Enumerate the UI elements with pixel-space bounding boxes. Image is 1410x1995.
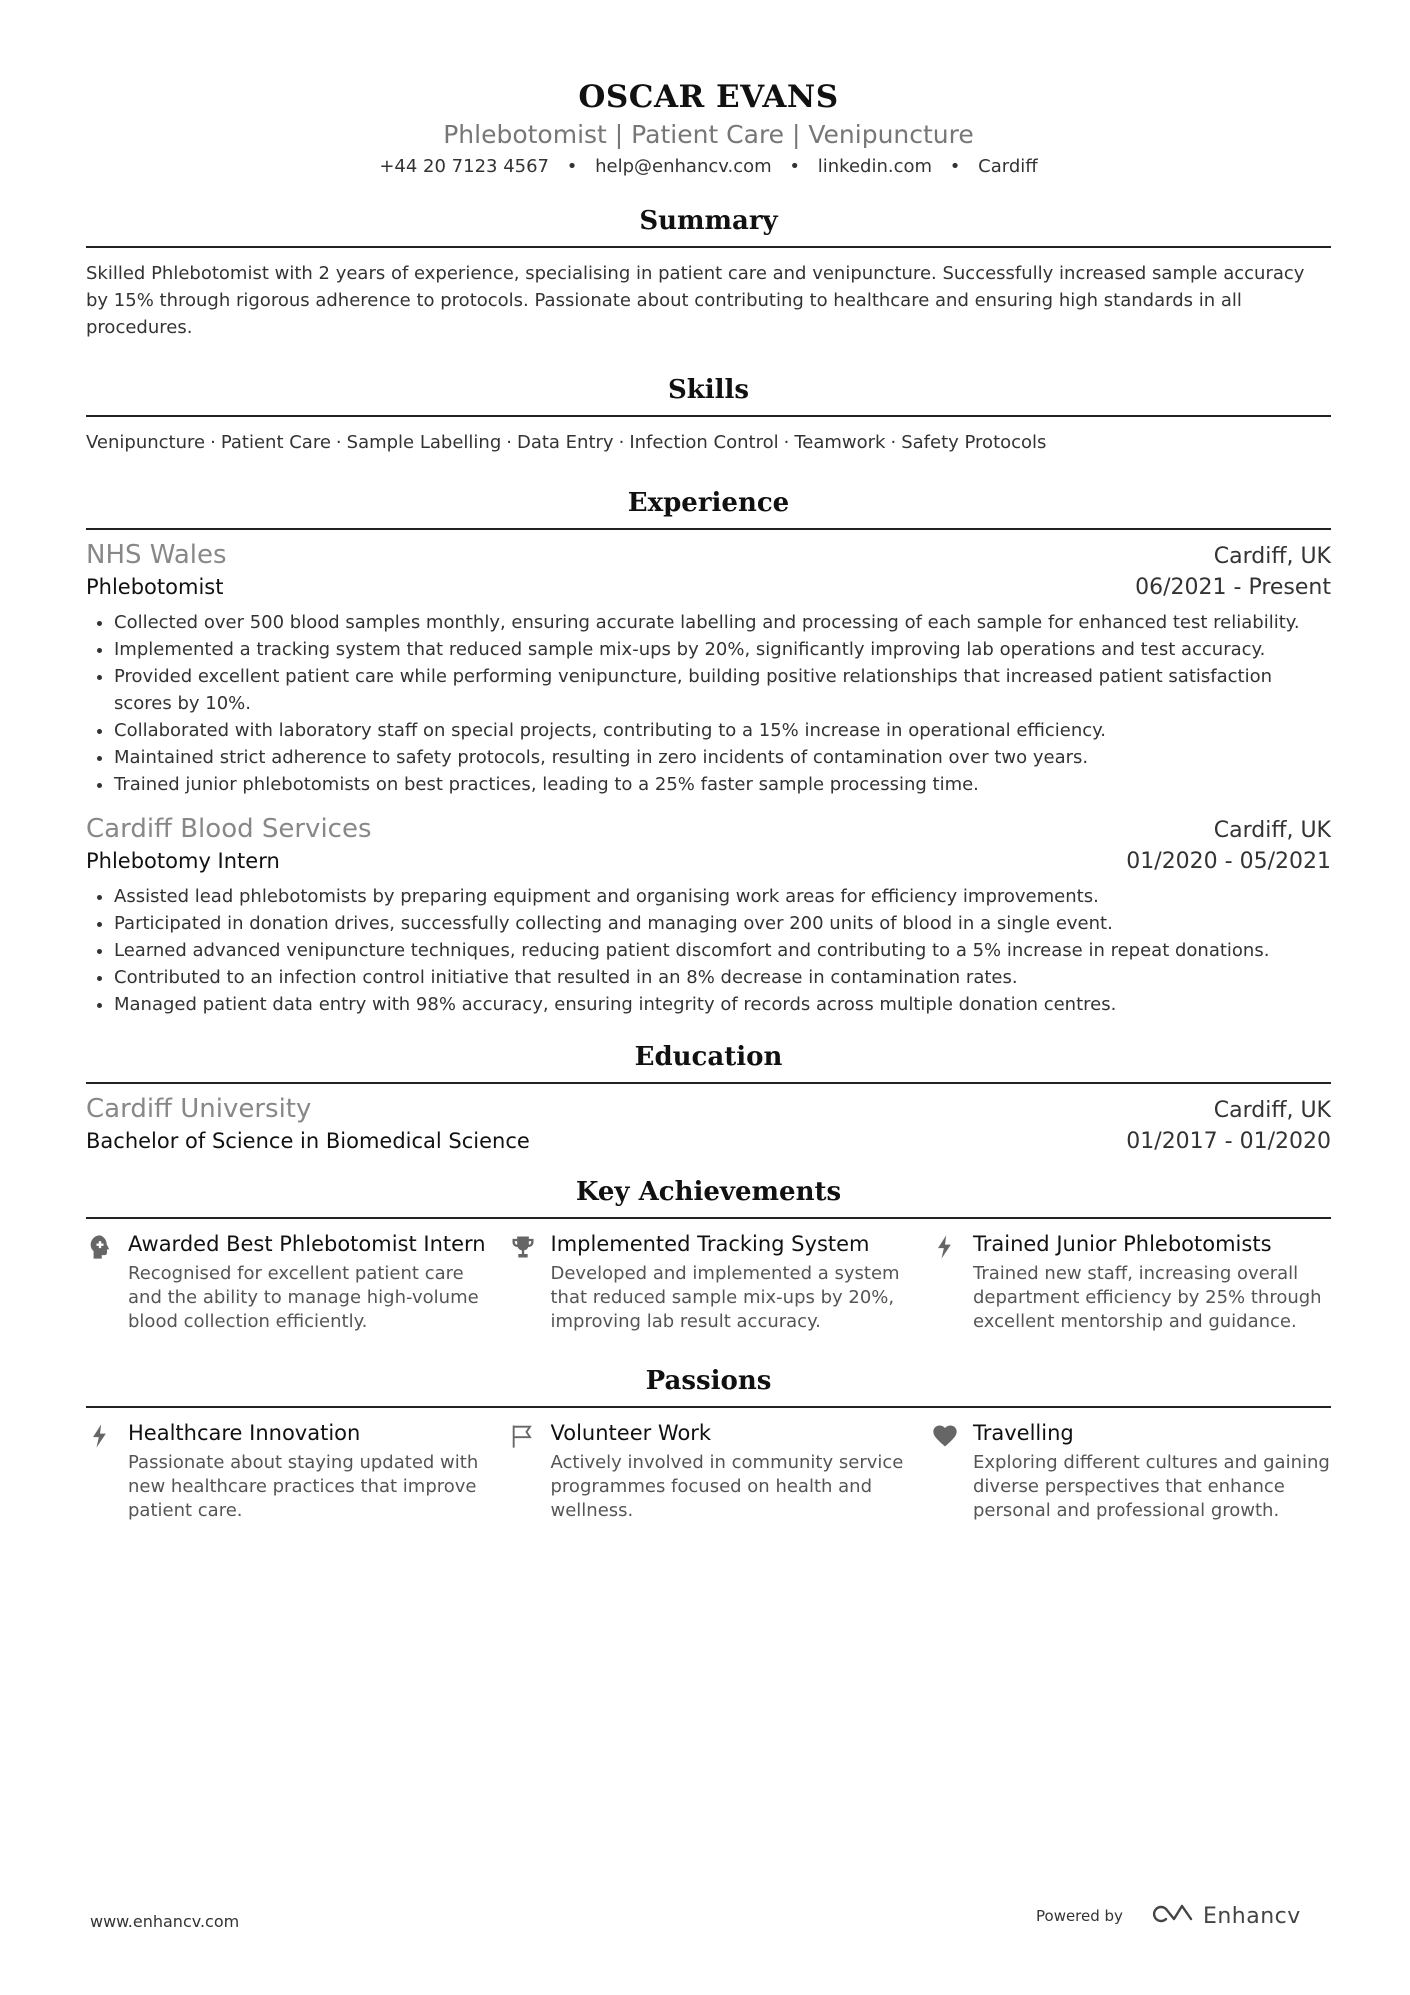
contact-separator: • [949,156,961,177]
job-title: Phlebotomy Intern [86,849,280,873]
passion-desc: Passionate about staying updated with new healthcare practices that improve patient care. [128,1452,479,1521]
job-entry [86,812,1331,1018]
job-title: Phlebotomist [86,575,224,599]
skill-separator: · [335,432,342,453]
achievement-card [86,1231,486,1334]
job-dates: 06/2021 - Present [1135,575,1331,600]
job-location: Cardiff, UK [1213,544,1331,569]
job-dates: 01/2020 - 05/2021 [1126,849,1331,874]
summary-text: Skilled Phlebotomist with 2 years of experience, specialising in patient care and venipuncture. Successfully increased sample accuracy by 15% through rigorous adherence to protocols. Passionate about contributing to healthcare and ensuring high standards in all procedures. [86,263,1305,338]
experience-section [86,486,1331,1018]
lightning-icon [86,1422,116,1452]
education-dates: 01/2017 - 01/2020 [1126,1129,1331,1154]
bullet-item: • Learned advanced venipuncture techniques, reducing patient discomfort and contributing to a 5% increase in repeat donations. [114,937,1331,964]
achievements-section [86,1175,1331,1334]
summary-section [86,204,1331,341]
achievement-desc: Developed and implemented a system that reduced sample mix-ups by 20%, improving lab result accuracy. [550,1263,900,1332]
linkedin-link[interactable]: linkedin.com [817,156,933,177]
passion-card [86,1420,486,1523]
passion-desc: Actively involved in community service programmes focused on health and wellness. [550,1452,904,1521]
skill-item: Patient Care [220,432,331,453]
achievement-card [509,1231,909,1334]
skill-separator: · [210,432,216,453]
contact-line [86,154,1331,180]
section-title: Passions [86,1364,1331,1408]
skill-item: Teamwork [794,432,886,453]
bullet-item: • Collaborated with laboratory staff on special projects, contributing to a 15% increase in operational efficiency. [114,717,1331,744]
powered-by-label: Powered by [1036,1907,1123,1925]
bullet-item: • Trained junior phlebotomists on best practices, leading to a 25% faster sample processing time. [114,771,1331,798]
enhancv-logo-icon [1149,1902,1195,1930]
school-location: Cardiff, UK [1213,1098,1331,1123]
email[interactable]: help@enhancv.com [595,156,772,177]
skill-item: Infection Control [629,432,779,453]
bullet-item: • Managed patient data entry with 98% accuracy, ensuring integrity of records across multiple donation centres. [114,991,1331,1018]
section-title: Summary [86,204,1331,248]
degree: Bachelor of Science in Biomedical Science [86,1129,530,1153]
skill-item: Venipuncture [86,432,206,453]
bullet-item: • Assisted lead phlebotomists by preparing equipment and organising work areas for efficiency improvements. [114,883,1331,910]
brand-name: Enhancv [1202,1903,1301,1929]
skill-separator: · [506,432,512,453]
trophy-icon [509,1233,539,1263]
section-title: Skills [86,373,1331,417]
contact-separator: • [789,156,801,177]
city: Cardiff [978,156,1038,177]
head-icon [86,1233,116,1263]
skill-item: Data Entry [516,432,614,453]
passion-title: Healthcare Innovation [128,1421,361,1445]
section-title: Key Achievements [86,1175,1331,1219]
footer-website[interactable]: www.enhancv.com [90,1912,240,1931]
school-name: Cardiff University [86,1094,312,1124]
flag-icon [509,1422,539,1452]
company-name: Cardiff Blood Services [86,814,372,844]
skill-separator: · [618,432,625,453]
skill-item: Sample Labelling [346,432,502,453]
skills-section [86,373,1331,456]
resume-page [86,70,1331,1523]
phone[interactable]: +44 20 7123 4567 [379,156,550,177]
job-location: Cardiff, UK [1213,818,1331,843]
achievement-title: Trained Junior Phlebotomists [973,1232,1272,1256]
achievement-title: Awarded Best Phlebotomist Intern [128,1232,486,1256]
section-title: Education [86,1040,1331,1084]
contact-separator: • [566,156,578,177]
skill-item: Safety Protocols [901,432,1047,453]
skill-separator: · [783,432,790,453]
bullet-item: • Provided excellent patient care while performing venipuncture, building positive relationships that increased patient satisfaction scores by 10%. [114,663,1331,717]
job-bullets [86,883,1331,1018]
footer-branding [1036,1902,1301,1930]
bullet-item: • Implemented a tracking system that reduced sample mix-ups by 20%, significantly improving lab operations and test accuracy. [114,636,1331,663]
passion-desc: Exploring different cultures and gaining diverse perspectives that enhance personal and professional growth. [973,1452,1330,1521]
achievement-title: Implemented Tracking System [550,1232,870,1256]
passions-section [86,1364,1331,1523]
education-entry [86,1092,1331,1157]
lightning-icon [931,1233,961,1263]
bullet-item: • Maintained strict adherence to safety protocols, resulting in zero incidents of contamination over two years. [114,744,1331,771]
passion-title: Travelling [973,1421,1074,1445]
passion-title: Volunteer Work [550,1421,712,1445]
job-entry [86,538,1331,798]
passion-card [509,1420,909,1523]
heart-icon [931,1422,961,1452]
achievement-desc: Recognised for excellent patient care and the ability to manage high-volume blood collection efficiently. [128,1263,479,1332]
bullet-item: • Collected over 500 blood samples monthly, ensuring accurate labelling and processing of each sample for enhanced test reliability. [114,609,1331,636]
bullet-item: • Contributed to an infection control initiative that resulted in an 8% decrease in contamination rates. [114,964,1331,991]
headline: Phlebotomist | Patient Care | Venipuncture [443,120,974,149]
skills-list [86,417,1331,456]
job-bullets [86,609,1331,798]
company-name: NHS Wales [86,540,227,570]
passion-card [931,1420,1331,1523]
achievement-card [931,1231,1331,1334]
bullet-item: • Participated in donation drives, successfully collecting and managing over 200 units of blood in a single event. [114,910,1331,937]
achievement-desc: Trained new staff, increasing overall department efficiency by 25% through excellent mentorship and guidance. [973,1263,1322,1332]
section-title: Experience [86,486,1331,530]
education-section [86,1040,1331,1157]
skill-separator: · [890,432,897,453]
candidate-name: OSCAR EVANS [578,79,839,115]
